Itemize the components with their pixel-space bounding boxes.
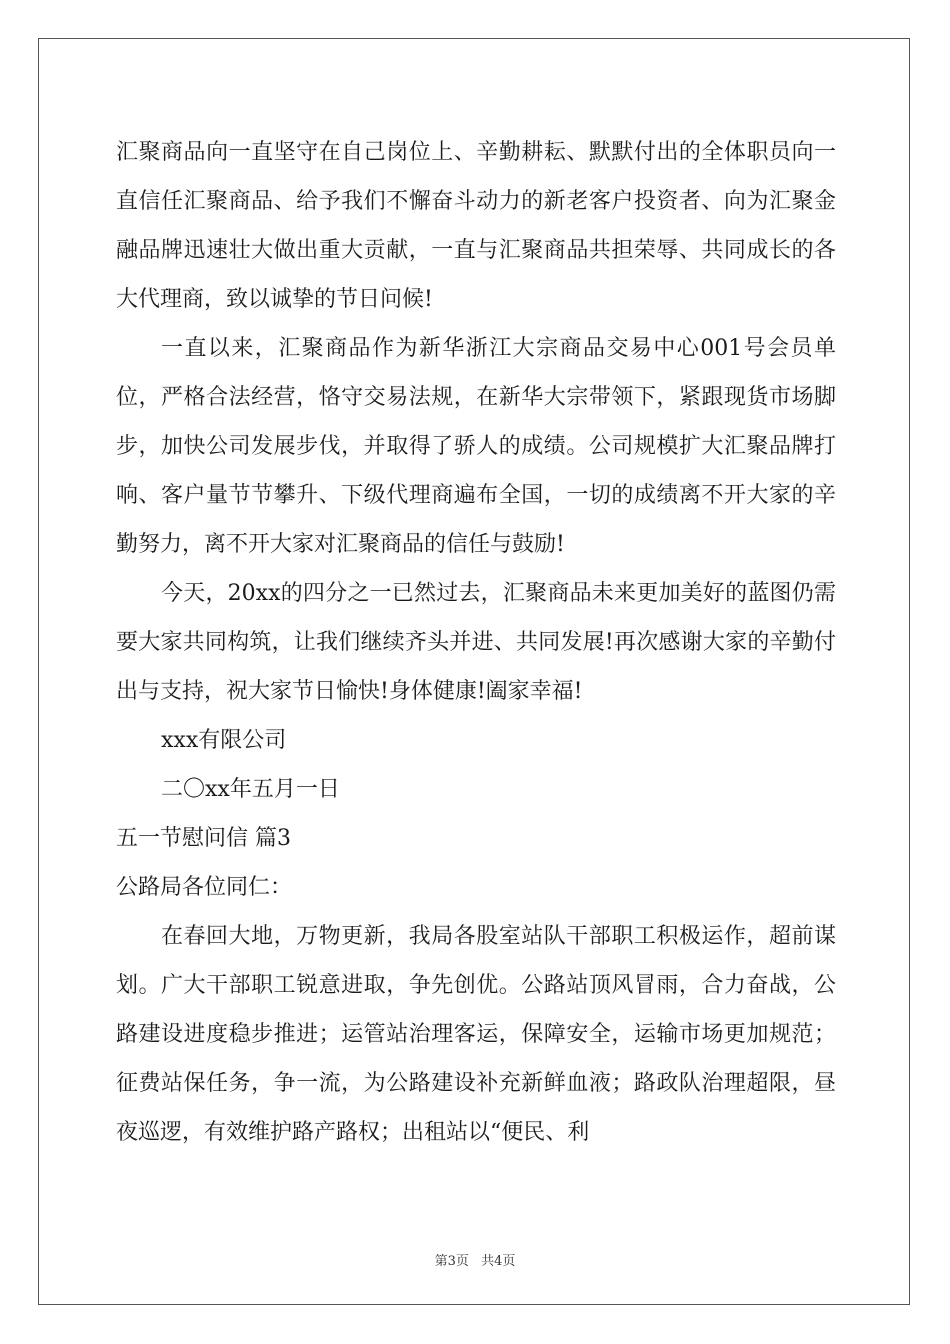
paragraph-body: 在春回大地，万物更新，我局各股室站队干部职工积极运作，超前谋划。广大干部职工锐意进取，争先创优。公路站顶风冒雨，合力奋战，公路建设进度稳步推进；运管站治理客运，保障安全，运输市场更加规范；征费站保任务，争一流，为公路建设补充新鲜血液；路政队治理超限，昼夜巡逻，有效维护路产路权；出租站以“便民、利	[116, 924, 836, 1145]
page-number-total: 共4页	[481, 1254, 516, 1269]
page-footer	[0, 1250, 950, 1269]
signature-company: xxx有限公司	[161, 728, 287, 753]
document-body	[116, 128, 836, 1157]
signature-date: 二〇xx年五月一日	[161, 777, 340, 802]
section-heading: 五一节慰问信 篇3	[116, 826, 291, 851]
page-number-current: 第3页	[434, 1254, 469, 1269]
paragraph-greeting: 汇聚商品向一直坚守在自己岗位上、辛勤耕耘、默默付出的全体职员向一直信任汇聚商品、给予我们不懈奋斗动力的新老客户投资者、向为汇聚金融品牌迅速壮大做出重大贡献，一直与汇聚商品共担荣辱、共同成长的各大代理商，致以诚挚的节日问候!	[116, 140, 836, 312]
paragraph-history: 一直以来，汇聚商品作为新华浙江大宗商品交易中心001号会员单位，严格合法经营，恪守交易法规，在新华大宗带领下，紧跟现货市场脚步，加快公司发展步伐，并取得了骄人的成绩。公司规模扩大汇聚品牌打响、客户量节节攀升、下级代理商遍布全国，一切的成绩离不开大家的辛勤努力，离不开大家对汇聚商品的信任与鼓励!	[116, 336, 836, 557]
salutation: 公路局各位同仁：	[116, 875, 293, 900]
paragraph-outlook: 今天，20xx的四分之一已然过去，汇聚商品未来更加美好的蓝图仍需要大家共同构筑，让我们继续齐头并进、共同发展!再次感谢大家的辛勤付出与支持，祝大家节日愉快!身体健康!阖家幸福!	[116, 581, 836, 704]
